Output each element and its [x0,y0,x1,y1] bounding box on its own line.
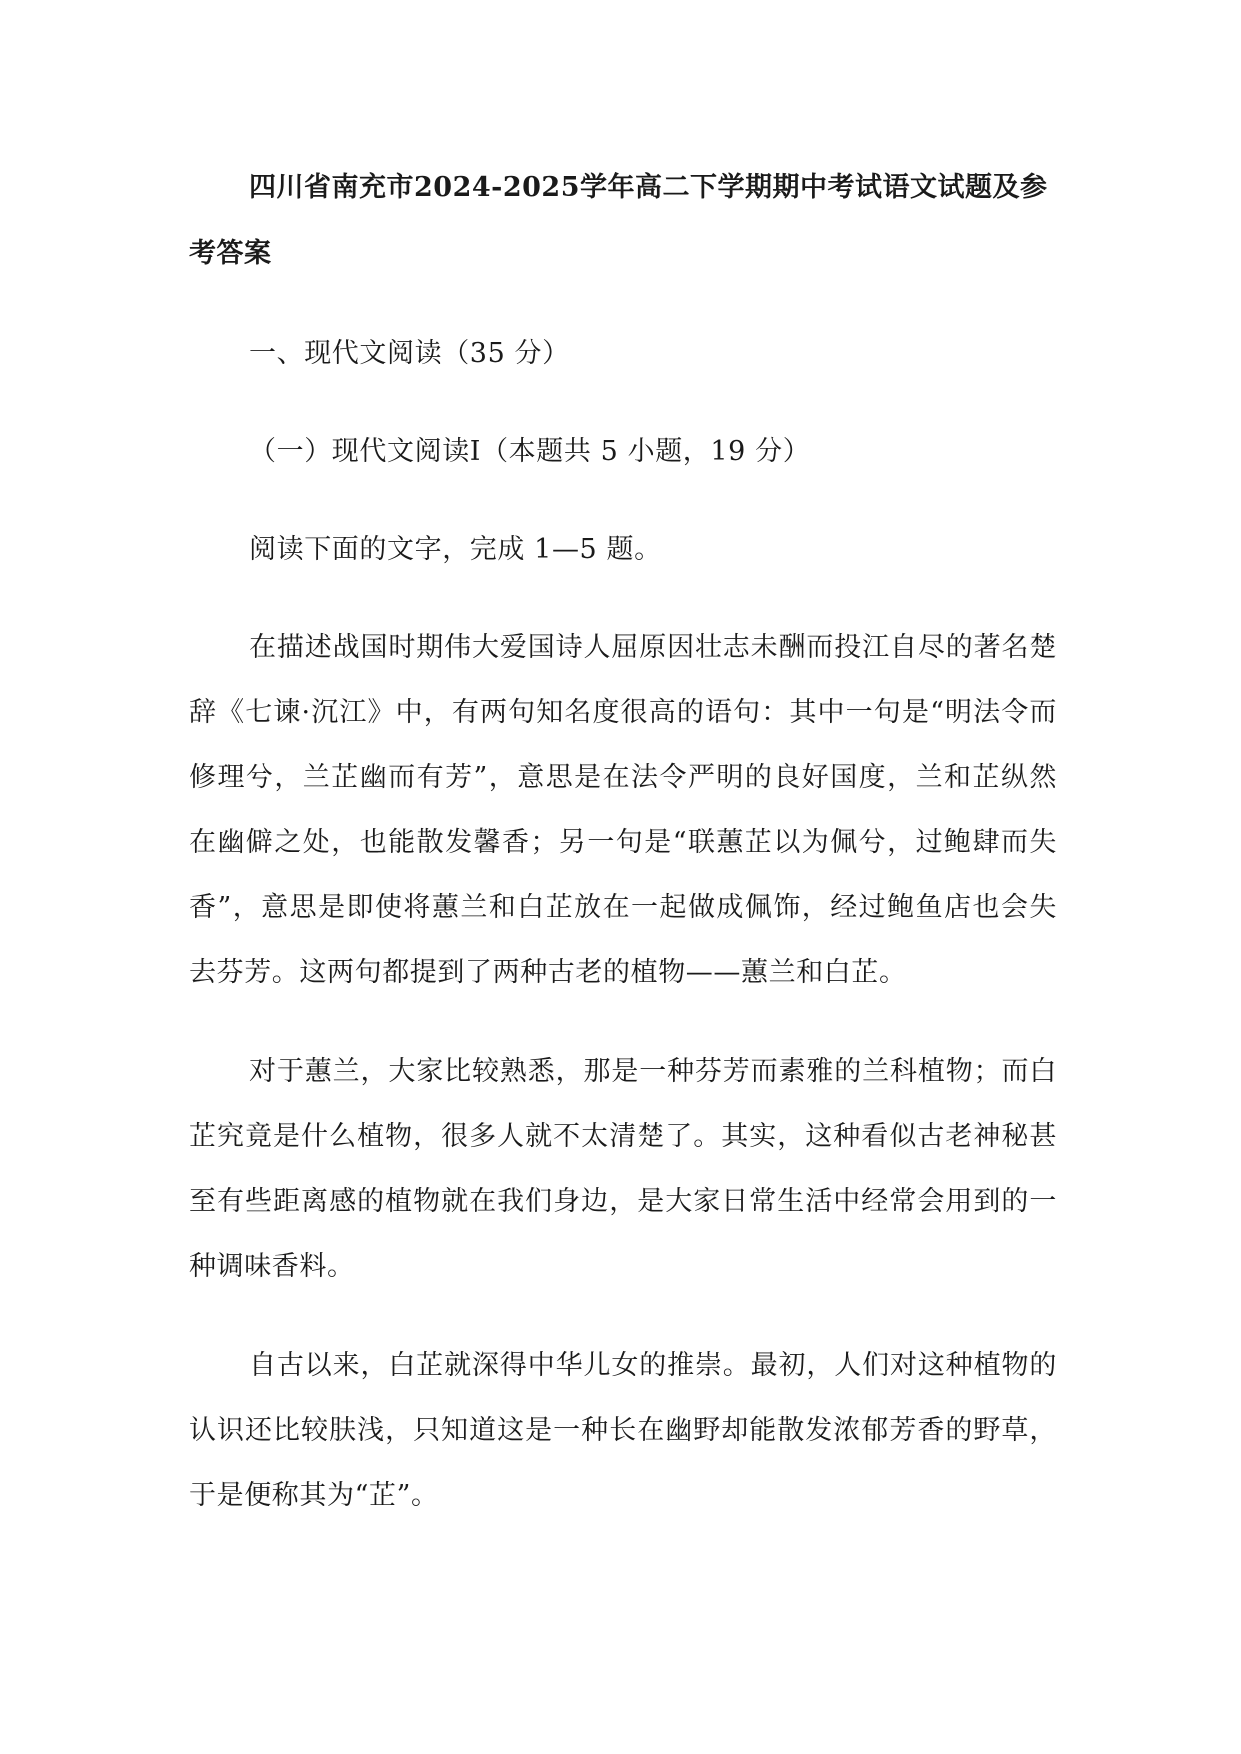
document-body [189,155,1057,1528]
reading-instruction: 阅读下面的文字，完成 1—5 题。 [249,534,662,565]
passage-paragraph-1: 在描述战国时期伟大爱国诗人屈原因壮志未酬而投江自尽的著名楚辞《七谏·沉江》中，有两句知名度很高的语句：其中一句是“明法令而修理兮，兰芷幽而有芳”，意思是在法令严明的良好国度，兰和芷纵然在幽僻之处，也能散发馨香；另一句是“联蕙芷以为佩兮，过鲍肆而失香”，意思是即使将蕙兰和白芷放在一起做成佩饰，经过鲍鱼店也会失去芬芳。这两句都提到了两种古老的植物——蕙兰和白芷。 [189,632,1057,988]
passage-paragraph-2: 对于蕙兰，大家比较熟悉，那是一种芬芳而素雅的兰科植物；而白芷究竟是什么植物，很多人就不太清楚了。其实，这种看似古老神秘甚至有些距离感的植物就在我们身边，是大家日常生活中经常会用到的一种调味香料。 [189,1056,1057,1282]
subsection-heading: （一）现代文阅读Ⅰ（本题共 5 小题，19 分） [249,436,811,467]
document-title: 四川省南充市2024-2025学年高二下学期期中考试语文试题及参考答案 [189,172,1048,269]
section-heading: 一、现代文阅读（35 分） [249,338,570,369]
passage-paragraph-3: 自古以来，白芷就深得中华儿女的推崇。最初，人们对这种植物的认识还比较肤浅，只知道这是一种长在幽野却能散发浓郁芳香的野草，于是便称其为“芷”。 [189,1350,1057,1511]
